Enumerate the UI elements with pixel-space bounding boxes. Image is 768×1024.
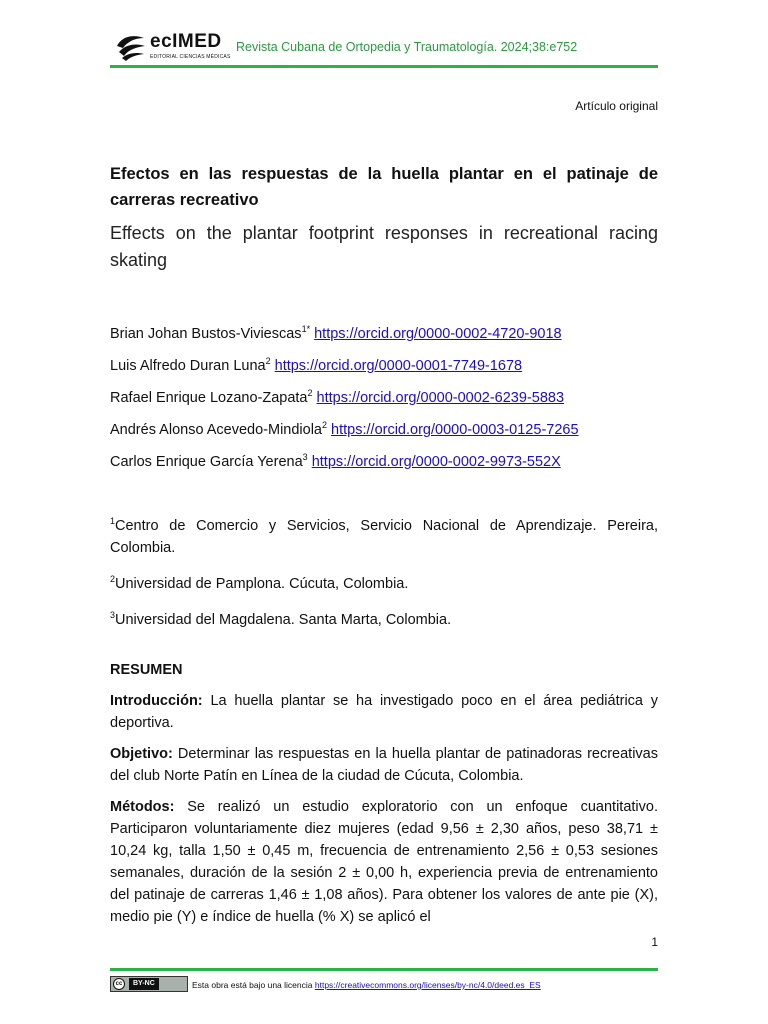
journal-citation: Revista Cubana de Ortopedia y Traumatología. 2024;38:e752 [236,40,578,54]
title-english: Effects on the plantar footprint responses in recreational racing skating [110,223,658,270]
author-name: Luis Alfredo Duran Luna [110,357,266,374]
orcid-link[interactable]: https://orcid.org/0000-0002-9973-552X [311,453,561,470]
author-name: Andrés Alonso Acevedo-Mindiola [110,421,322,438]
license-text: Esta obra está bajo una licencia [192,980,313,990]
license-link[interactable]: https://creativecommons.org/licenses/by-nc/4.0/deed.es_ES [314,980,541,990]
cc-icon: cc [113,978,125,990]
author-affiliation-mark: 1* [301,324,311,334]
logo-wordmark: ecIMED [150,31,222,52]
orcid-link[interactable]: https://orcid.org/0000-0002-4720-9018 [314,325,562,342]
section-text: La huella plantar se ha investigado poco en el área pediátrica y deportiva. [110,693,659,731]
author-affiliation-mark: 2 [322,420,328,430]
section-label: Objetivo: [110,746,173,762]
orcid-link[interactable]: https://orcid.org/0000-0003-0125-7265 [331,421,579,438]
author-line [110,318,658,350]
affiliation-list [110,510,658,639]
title-spanish: Efectos en las respuestas de la huella plantar en el patinaje de carreras recreativo [110,165,658,209]
author-line [110,414,658,446]
page-number: 1 [651,935,658,949]
author-name: Rafael Enrique Lozano-Zapata [110,389,308,406]
author-list [110,318,658,478]
footer-divider [110,968,658,971]
author-line [110,382,658,414]
affiliation [110,568,658,595]
creative-commons-badge[interactable] [110,976,188,992]
author-affiliation-mark: 2 [307,388,313,398]
abstract-methods [110,796,658,928]
abstract-objective [110,743,658,787]
section-label: Introducción: [110,693,203,709]
affiliation [110,510,658,559]
author-name: Carlos Enrique García Yerena [110,453,303,470]
affiliation-mark: 2 [110,573,116,584]
affiliation-mark: 1 [110,516,116,526]
author-line [110,446,658,478]
orcid-link[interactable]: https://orcid.org/0000-0001-7749-1678 [274,357,523,374]
license-statement [192,980,541,990]
header-divider [110,65,658,68]
abstract-heading: RESUMEN [110,662,183,678]
affiliation-text: Universidad del Magdalena. Santa Marta, Colombia. [115,611,452,628]
page-footer [110,976,670,994]
author-name: Brian Johan Bustos-Viviescas [110,325,302,342]
cc-license-label: BY-NC [129,978,159,990]
abstract-introduction [110,690,658,734]
logo-subtext: EDITORIAL CIENCIAS MÉDICAS [150,54,231,60]
affiliation [110,604,658,631]
author-line [110,350,658,382]
ecimed-logo [114,30,234,66]
orcid-link[interactable]: https://orcid.org/0000-0002-6239-5883 [316,389,565,406]
affiliation-text: Universidad de Pamplona. Cúcuta, Colombia. [115,575,409,592]
section-text: Determinar las respuestas en la huella plantar de patinadoras recreativas del club Norte Patín en Línea de la ciudad de Cúcuta, Colombia. [110,746,658,784]
article-type-label: Artículo original [575,99,658,113]
author-affiliation-mark: 2 [265,356,271,366]
leaf-logo-icon [114,32,148,62]
affiliation-text: Centro de Comercio y Servicios, Servicio Nacional de Aprendizaje. Pereira, Colombia. [110,517,658,556]
section-text: Se realizó un estudio exploratorio con un enfoque cuantitativo. Participaron voluntariamente diez mujeres (edad 9,56 ± 2,30 años, peso 38,71 ± 10,24 kg, talla 1,50 ± 0,45 m, frecuencia de entrenamiento 2,56 ± 0,53 sesiones semanales, duración de la sesión 2 ± 0,00 h, experiencia previa de entrenamiento del patinaje de carreras 1,46 ± 1,08 años). Para obtener los valores de ante pie (X), medio pie (Y) e índice de huella (% X) se aplicó el [110,799,658,925]
section-label: Métodos: [110,799,175,815]
affiliation-mark: 3 [110,609,116,620]
author-affiliation-mark: 3 [302,452,308,462]
abstract-section [110,659,658,937]
page-header [110,28,658,68]
